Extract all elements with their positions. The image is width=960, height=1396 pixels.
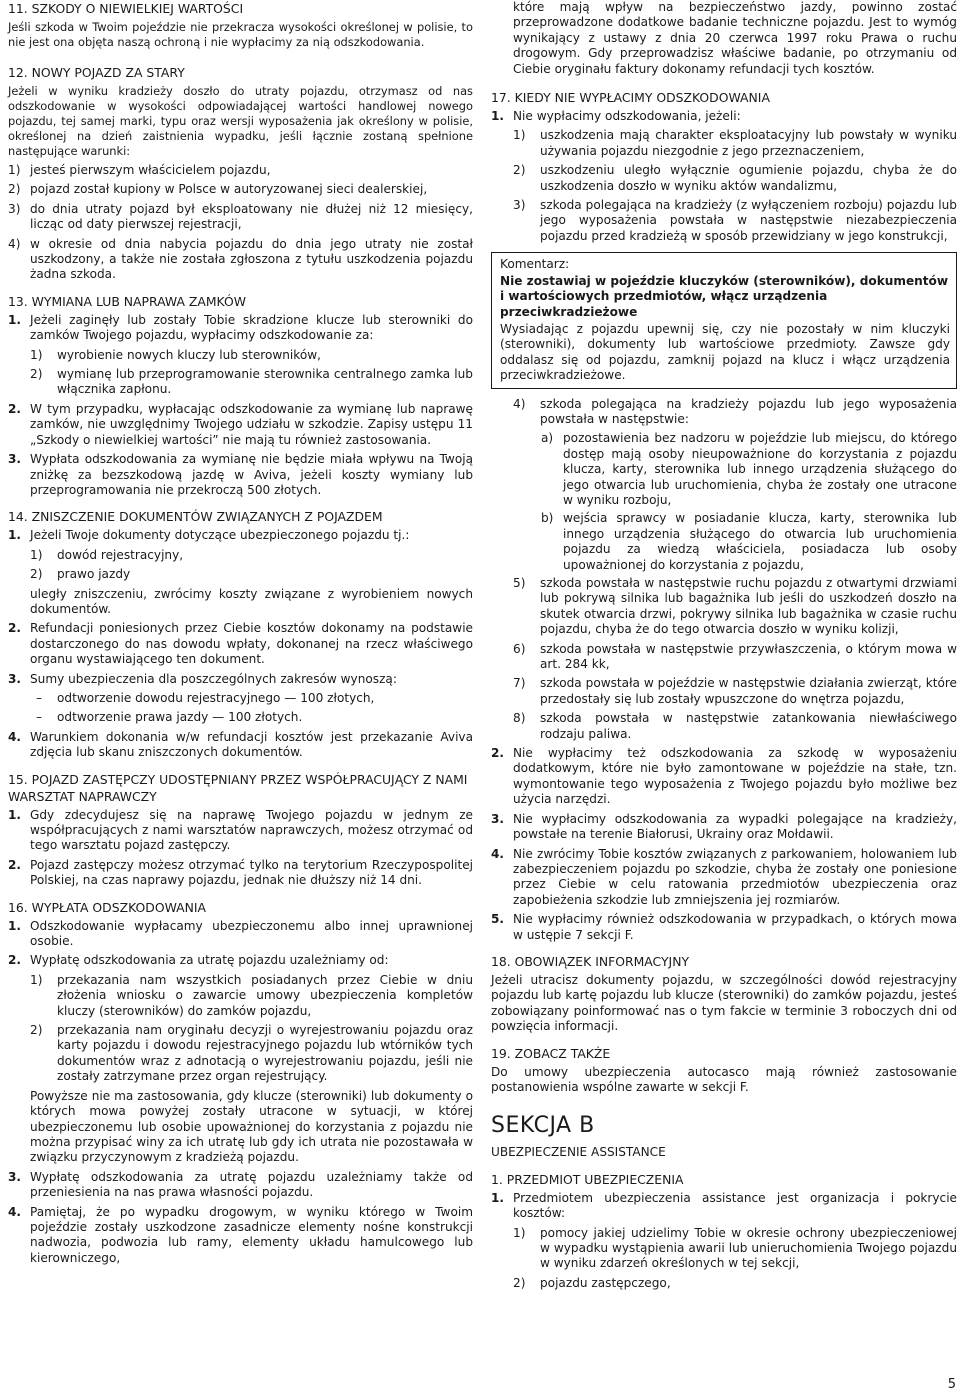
s17-p1-item-1: 1) uszkodzenia mają charakter eksploatacyjny lub powstały w wyniku używania pojazdu niezgodnie z jego przeznaczeniem,	[513, 128, 957, 158]
s16-p2-item-2: 2) przekazania nam oryginału decyzji o wyrejestrowaniu pojazdu oraz karty pojazdu i dowodu rejestracyjnego pojazdu lub wtórników tych dokumentów wraz z adnotacją o wyrejestrowaniu pojazdu, jeśli nie zostały zatrzymane przez organ rejestrujący.	[30, 1023, 473, 1084]
s18-text: Jeżeli utracisz dokumenty pojazdu, w szczególności dowód rejestracyjny pojazdu lub kartę pojazdu lub klucze (sterowniki) do zamków pojazdu, jesteś zobowiązany poinformować nas o tym fakcie w terminie 3 roboczych dni od powzięcia informacji.	[491, 972, 957, 1034]
s17-p1: 1. Nie wypłacimy odszkodowania, jeżeli:	[491, 109, 741, 124]
comment-heading: Nie zostawiaj w pojeździe kluczyków (sterowników), dokumentów i wartościowych przedmiotów, włącz urządzenia przeciwkradzieżowe	[500, 273, 949, 319]
s17-p1-item-3: 3) szkoda polegająca na kradzieży (z wyłączeniem rozboju) pojazdu lub jego wyposażenia powstała w następstwie niezabezpieczenia pojazdu przed kradzieżą w sposób przewidziany w jego konstrukcji,	[513, 198, 957, 243]
s14-p3-item-1: – odtworzenie dowodu rejestracyjnego — 100 złotych,	[36, 690, 375, 705]
comment-text: Wysiadając z pojazdu upewnij się, czy nie pozostały w nim kluczyki (sterowniki), dokumenty lub wartościowe przedmioty. Zawsze gdy oddalasz się od pojazdu, zamknij pojazd na klucz i włącz urządzenia przeciwkradzieżowe.	[500, 321, 950, 383]
s19-text: Do umowy ubezpieczenia autocasco mają również zastosowanie postanowienia wspólne zawarte w sekcji F.	[491, 1064, 957, 1094]
s15-p2: 2. Pojazd zastępczy możesz otrzymać tylko na terytorium Rzeczypospolitej Polskiej, na czas naprawy pojazdu, jednak nie dłuższy niż 14 dni.	[8, 857, 473, 888]
s13-p2: 2. W tym przypadku, wypłacając odszkodowanie za wymianę lub naprawę zamków, nie uwzględnimy Twojego udziału w szkodzie. Zapisy ustępu 11 „Szkody o niewielkiej wartości” nie mają tu również zastosowania.	[8, 401, 473, 447]
s17-p1-item-8: 8) szkoda powstała w następstwie zatankowania niewłaściwego rodzaju paliwa.	[513, 711, 957, 741]
page-number: 5	[947, 1376, 956, 1392]
heading-16: 16. WYPŁATA ODSZKODOWANIA	[8, 899, 207, 915]
heading-17: 17. KIEDY NIE WYPŁACIMY ODSZKODOWANIA	[491, 90, 770, 106]
s12-text: Jeżeli w wyniku kradzieży doszło do utraty pojazdu, otrzymasz od nas odszkodowanie w wysokości odpowiadającej wartości handlowej nowego pojazdu, tej samej marki, typu oraz wersji wyposażenia jak określony w polisie, określonej na dzień zaistnienia wypadku, jeśli łącznie zostaną spełnione następujące warunki:	[8, 84, 473, 158]
left-column	[8, 0, 473, 1270]
s16-p4: 4. Pamiętaj, że po wypadku drogowym, w wyniku którego w Twoim pojeździe zostały uszkodzone zasadnicze elementy nośne konstrukcji nadwozia, podwozia lub ramy, elementy układu hamulcowego lub kierowniczego,	[8, 1204, 473, 1265]
s14-p4: 4. Warunkiem dokonania w/w refundacji kosztów jest przekazanie Aviva zdjęcia lub skanu zniszczonych dokumentów.	[8, 729, 473, 760]
s12-item-4: 4) w okresie od dnia nabycia pojazdu do dnia jego utraty nie został uszkodzony, a także nie została zgłoszona z tytułu uszkodzenia pojazdu żadna szkoda.	[8, 236, 473, 282]
s11-text: Jeśli szkoda w Twoim pojeździe nie przekracza wysokości określonej w polisie, to nie jest ona objęta naszą ochroną i nie wypłacimy za nią odszkodowania.	[8, 20, 473, 49]
s14-p3: 3. Sumy ubezpieczenia dla poszczególnych zakresów wynoszą:	[8, 671, 397, 686]
s13-p1-item-2: 2) wymianę lub przeprogramowanie sterownika centralnego zamka lub włącznika zapłonu.	[30, 367, 473, 397]
s12-item-2: 2) pojazd został kupiony w Polsce w autoryzowanej sieci dealerskiej,	[8, 182, 428, 197]
s16-p2-item-1: 1) przekazania nam wszystkich posiadanych przez Ciebie w dniu złożenia wniosku o zawarcie umowy ubezpieczenia kompletów kluczy (sterowników) do zamków pojazdu,	[30, 972, 473, 1018]
s17-p1-item-7: 7) szkoda powstała w pojeździe w następstwie działania zwierząt, które przedostały się lub zostały wpuszczone do wnętrza pojazdu,	[513, 676, 957, 706]
s14-p1-item-1: 1) dowód rejestracyjny,	[30, 547, 184, 562]
s14-p3-item-2: – odtworzenie prawa jazdy — 100 złotych.	[36, 710, 303, 725]
s14-p1-cont: uległy zniszczeniu, zwrócimy koszty związane z wyrobieniem nowych dokumentów.	[30, 586, 473, 616]
s17-p4: 4. Nie zwrócimy Tobie kosztów związanych z parkowaniem, holowaniem lub zabezpieczeniem pojazdu po szkodzie, chyba że zostały one poniesione przez Ciebie w celu ratowania przedmiotów ubezpieczenia oraz zapobieżenia szkodzie lub zmniejszenia jej rozmiarów.	[491, 846, 957, 907]
s16-p2: 2. Wypłatę odszkodowania za utratę pojazdu uzależniamy od:	[8, 953, 389, 968]
s17-item4-sub-a: a) pozostawienia bez nadzoru w pojeździe lub miejscu, do którego dostęp mają osoby nieupoważnione do korzystania z pojazdu klucza, karty, sterownika lub innego urządzenia służącego do jego otwarcia lub uruchomienia, chyba że zostały one utracone w wyniku rozboju,	[541, 431, 957, 507]
heading-15: 15. POJAZD ZASTĘPCZY UDOSTĘPNIANY PRZEZ WSPÓŁPRACUJĄCY Z NAMI WARSZTAT NAPRAWCZY	[8, 771, 468, 804]
s16-p3: 3. Wypłatę odszkodowania za utratę pojazdu uzależniamy także od przeniesienia na nas prawa własności pojazdu.	[8, 1169, 473, 1200]
sekcja-b-p1-item-1: 1) pomocy jakiej udzielimy Tobie w okresie ochrony ubezpieczeniowej w wypadku wystąpienia awarii lub unieruchomienia Twojego pojazdu w wyniku zdarzeń określonych w tej sekcji,	[513, 1225, 957, 1271]
s17-p1-item-5: 5) szkoda powstała w następstwie ruchu pojazdu z otwartymi drzwiami lub pokrywą silnika lub bagażnika lub jeśli do uszkodzeń doszło na skutek otwarcia drzwi, pokrywy silnika lub bagażnika w czasie ruchu pojazdu, chyba że do tego otwarcia doszło w wyniku kolizji,	[513, 576, 957, 637]
s17-item4-sub-b: b) wejścia sprawcy w posiadanie klucza, karty, sterownika lub innego urządzenia służącego do otwarcia lub uruchomienia pojazdu za wiedzą właściciela, posiadacza lub osoby upoważnionej do korzystania z pojazdu,	[541, 511, 957, 572]
s13-p3: 3. Wypłata odszkodowania za wymianę nie będzie miała wpływu na Twoją zniżkę za bezszkodową jazdę w Aviva, jeżeli koszty wymiany lub przeprogramowania nie przekroczą 500 złotych.	[8, 452, 473, 497]
heading-19: 19. ZOBACZ TAKŻE	[491, 1045, 611, 1061]
s17-p1-item-6: 6) szkoda powstała w następstwie przywłaszczenia, o którym mowa w art. 284 kk,	[513, 641, 957, 672]
heading-11: 11. SZKODY O NIEWIELKIEJ WARTOŚCI	[8, 1, 244, 16]
s12-item-3: 3) do dnia utraty pojazd był eksploatowany nie dłużej niż 12 miesięcy, licząc od daty pierwszej rejestracji,	[8, 201, 473, 232]
comment-title: Komentarz:	[500, 257, 570, 272]
heading-12: 12. NOWY POJAZD ZA STARY	[8, 65, 185, 80]
heading-18: 18. OBOWIĄZEK INFORMACYJNY	[491, 953, 690, 969]
sekcja-b-p1-item-2: 2) pojazdu zastępczego,	[513, 1275, 671, 1290]
s17-p5: 5. Nie wypłacimy również odszkodowania w przypadkach, o których mowa w ustępie 7 sekcji F.	[491, 912, 957, 942]
comment-box	[491, 252, 957, 388]
sekcja-b-title: SEKCJA B	[491, 1113, 595, 1139]
s14-p1-item-2: 2) prawo jazdy	[30, 567, 131, 582]
s15-p1: 1. Gdy zdecydujesz się na naprawę Twojego pojazdu w jednym ze współpracujących z nami warsztatów naprawczych, możesz otrzymać od tego warsztatu pojazd zastępczy.	[8, 807, 473, 853]
s17-p2: 2. Nie wypłacimy też odszkodowania za szkodę w wyposażeniu dodatkowym, które nie było zamontowane w pojeździe na stałe, tzn. wymontowanie tego wyposażenia z Twojego pojazdu było możliwe bez użycia narzędzi.	[491, 746, 957, 807]
heading-13: 13. WYMIANA LUB NAPRAWA ZAMKÓW	[8, 293, 246, 309]
s17-p1-item-2: 2) uszkodzeniu uległo wyłącznie ogumienie pojazdu, chyba że do uszkodzenia doszło w wyniku aktów wandalizmu,	[513, 163, 957, 193]
s14-p1: 1. Jeżeli Twoje dokumenty dotyczące ubezpieczonego pojazdu tj.:	[8, 528, 410, 543]
s13-p1-item-1: 1) wyrobienie nowych kluczy lub sterowników,	[30, 347, 321, 362]
s17-p3: 3. Nie wypłacimy odszkodowania za wypadki polegające na kradzieży, powstałe na terenie Białorusi, Ukrainy oraz Mołdawii.	[491, 811, 957, 842]
s16-p2-cont: Powyższe nie ma zastosowania, gdy klucze (sterowniki) lub dokumenty o których mowa powyżej zostały utracone w sytuacji, w której ubezpieczonemu lub osobie upoważnionej do korzystania z pojazdu nie można przypisać winy za ich utratę lub gdy ich utrata nie pozostawała w związku przyczynowym z kradzieżą pojazdu.	[30, 1088, 473, 1165]
s17-p1-item-4: 4) szkoda polegająca na kradzieży pojazdu lub jego wyposażenia powstała w następstwie:	[513, 396, 957, 426]
sekcja-b-subtitle: UBEZPIECZENIE ASSISTANCE	[491, 1145, 666, 1160]
s16-p1: 1. Odszkodowanie wypłacamy ubezpieczonemu albo innej uprawnionej osobie.	[8, 918, 473, 949]
s16-p4-cont: które mają wpływ na bezpieczeństwo jazdy, powinno zostać przeprowadzone dodatkowe badanie techniczne pojazdu. Jest to wymóg wynikający z ustawy z dnia 20 czerwca 1997 roku Prawa o ruchu drogowym. Gdy przeprowadzisz właściwe badanie, po otrzymaniu od Ciebie oryginału faktury dokonamy refundacji tych kosztów.	[513, 0, 957, 76]
heading-14: 14. ZNISZCZENIE DOKUMENTÓW ZWIĄZANYCH Z POJAZDEM	[8, 509, 383, 525]
sekcja-b-heading-1: 1. PRZEDMIOT UBEZPIECZENIA	[491, 1171, 684, 1187]
sekcja-b-p1: 1. Przedmiotem ubezpieczenia assistance jest organizacja i pokrycie kosztów:	[491, 1190, 957, 1221]
s12-item-1: 1) jesteś pierwszym właścicielem pojazdu,	[8, 163, 271, 177]
right-column	[491, 0, 957, 1295]
s14-p2: 2. Refundacji poniesionych przez Ciebie kosztów dokonamy na podstawie dostarczonego do nas dowodu wpłaty, dokonanej na rzecz właściwego organu wystawiającego ten dokument.	[8, 621, 473, 667]
s13-p1: 1. Jeżeli zaginęły lub zostały Tobie skradzione klucze lub sterowniki do zamków Twojego pojazdu, wypłacimy odszkodowanie za:	[8, 312, 473, 343]
